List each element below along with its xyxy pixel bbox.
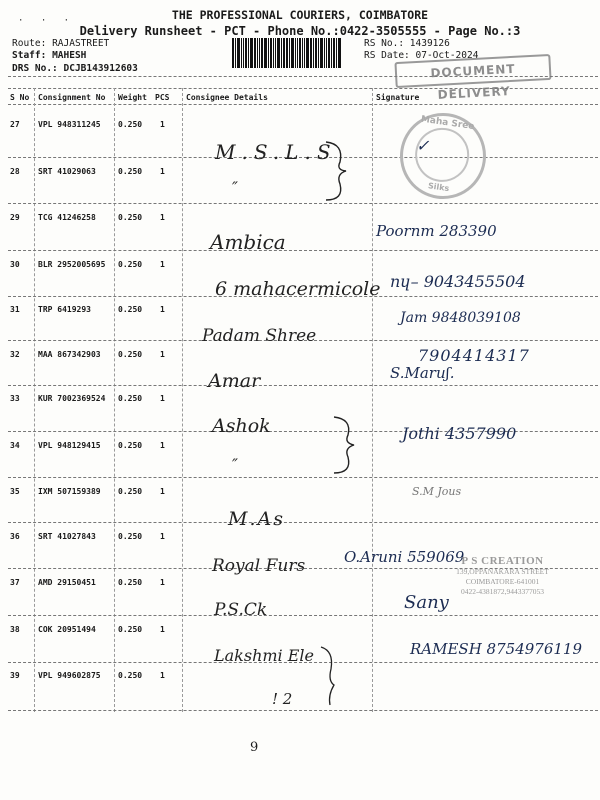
staff-value: MAHESH [52, 50, 87, 61]
barcode-bar [257, 38, 258, 68]
cell-consignment: SRT 41027843 [38, 532, 96, 541]
cell-consignment: MAA 867342903 [38, 350, 101, 359]
cell-sno: 31 [10, 305, 20, 314]
handwritten-signature: Sany [404, 592, 449, 613]
cell-sno: 29 [10, 213, 20, 222]
handwritten-signature: Poornm 283390 [376, 222, 497, 240]
cell-pcs: 1 [160, 441, 165, 450]
barcode-bar [331, 38, 332, 68]
handwritten-signature: RAMESH 8754976119 [410, 640, 582, 658]
cell-consignment: KUR 7002369524 [38, 394, 106, 403]
cell-sno: 38 [10, 625, 20, 634]
cell-weight: 0.250 [118, 532, 143, 541]
cell-weight: 0.250 [118, 671, 143, 680]
cell-consignment: TRP 6419293 [38, 305, 91, 314]
ps-creation-stamp [440, 555, 565, 597]
cell-sno: 35 [10, 487, 20, 496]
handwritten-mark: ! 2 [272, 690, 293, 708]
col-header-sno: S No [10, 93, 30, 102]
cell-weight: 0.250 [118, 167, 143, 176]
barcode-bar [281, 38, 282, 68]
cell-pcs: 1 [160, 260, 165, 269]
cell-pcs: 1 [160, 394, 165, 403]
cell-sno: 39 [10, 671, 20, 680]
cell-pcs: 1 [160, 487, 165, 496]
cell-weight: 0.250 [118, 120, 143, 129]
brace-mark [318, 645, 338, 707]
barcode-bar [320, 38, 323, 68]
barcode-bar [324, 38, 325, 68]
cell-consignment: VPL 948311245 [38, 120, 101, 129]
barcode-bar [310, 38, 312, 68]
stamp-top-text: Maha Sree [420, 114, 475, 133]
cell-sno: 37 [10, 578, 20, 587]
drs-label: DRS No.: [12, 63, 58, 74]
stamp-bottom-text: Silks [427, 181, 450, 194]
staff-line [12, 50, 86, 61]
barcode-bar [250, 38, 253, 68]
route-value: RAJASTREET [52, 38, 110, 49]
barcode-bar [248, 38, 249, 68]
barcode-bar [264, 38, 267, 68]
barcode-bar [286, 38, 288, 68]
cell-sno: 30 [10, 260, 20, 269]
cell-consignment: TCG 41246258 [38, 213, 96, 222]
cell-weight: 0.250 [118, 578, 143, 587]
row-rule [8, 522, 598, 523]
cell-weight: 0.250 [118, 394, 143, 403]
barcode-bar [313, 38, 314, 68]
col-header-consignee: Consignee Details [186, 93, 268, 102]
rs-no-value: 1439126 [409, 38, 450, 49]
barcode-bar [261, 38, 263, 68]
corner-dots: · · · [18, 16, 76, 26]
barcode-bar [275, 38, 276, 68]
handwritten-consignee: Ambica [210, 230, 286, 254]
barcode-bar [243, 38, 244, 68]
cell-sno: 33 [10, 394, 20, 403]
cell-sno: 28 [10, 167, 20, 176]
barcode-bar [259, 38, 260, 68]
handwritten-ditto: ″ [232, 178, 238, 197]
stamp-company-name: P S CREATION [461, 555, 544, 567]
barcode-bar [283, 38, 285, 68]
handwritten-signature: S.M Jous [412, 485, 462, 498]
row-rule [8, 203, 598, 204]
barcode-bar [318, 38, 319, 68]
page-number: 9 [250, 740, 259, 755]
barcode-bar [336, 38, 337, 68]
header-top-rule [8, 76, 598, 77]
barcode-bar [289, 38, 290, 68]
handwritten-signature: S.Maruʃ. [390, 364, 455, 382]
brace-mark [330, 415, 358, 475]
handwritten-consignee: P.S.Ck [214, 600, 268, 620]
document-delivery-stamp: DOCUMENT DELIVERY [394, 54, 551, 88]
rs-no-label: RS No.: [364, 38, 405, 49]
barcode-bar [326, 38, 327, 68]
barcode-bar [299, 38, 301, 68]
barcode-bar [235, 38, 236, 68]
barcode-bar [297, 38, 298, 68]
cell-pcs: 1 [160, 625, 165, 634]
handwritten-consignee: Amar [208, 370, 261, 392]
header-rule-2 [8, 88, 598, 89]
rs-no-line [364, 38, 450, 49]
handwritten-consignee: Lakshmi Ele [214, 646, 315, 665]
col-header-consignment: Consignment No [38, 93, 106, 102]
cell-consignment: BLR 2952005695 [38, 260, 106, 269]
col-header-signature: Signature [376, 93, 420, 102]
rs-date-value: 07-Oct-2024 [415, 50, 479, 61]
handwritten-signature: nɥ– 9043455504 [390, 272, 526, 291]
cell-consignment: VPL 949602875 [38, 671, 101, 680]
table-row [8, 203, 598, 244]
handwritten-consignee: M.S.L.S [215, 140, 337, 164]
barcode-bar [232, 38, 234, 68]
barcode-bar [270, 38, 272, 68]
barcode-bar [306, 38, 309, 68]
table-bottom-rule [8, 710, 598, 711]
col-header-weight: Weight [118, 93, 147, 102]
cell-pcs: 1 [160, 305, 165, 314]
runsheet-subtitle: Delivery Runsheet - PCT - Phone No.:0422-3505555 - Page No.:3 [79, 24, 521, 38]
barcode-bar [254, 38, 256, 68]
barcode-bar [245, 38, 247, 68]
company-title: THE PROFESSIONAL COURIERS, COIMBATORE [171, 8, 429, 22]
cell-pcs: 1 [160, 532, 165, 541]
table-row [8, 477, 598, 518]
stamp-address-line: COIMBATORE-641001 [465, 577, 540, 586]
row-rule [8, 615, 598, 616]
cell-weight: 0.250 [118, 305, 143, 314]
cell-weight: 0.250 [118, 441, 143, 450]
col-header-pcs: PCS [155, 93, 170, 102]
route-label: Route: [12, 38, 47, 49]
cell-weight: 0.250 [118, 487, 143, 496]
barcode [232, 38, 356, 68]
cell-pcs: 1 [160, 213, 165, 222]
cell-consignment: COK 20951494 [38, 625, 96, 634]
cell-weight: 0.250 [118, 350, 143, 359]
handwritten-signature: O.Aruni 559069 [344, 548, 465, 566]
cell-sno: 32 [10, 350, 20, 359]
handwritten-signature: Jothi 4357990 [402, 424, 517, 443]
brace-mark [322, 140, 350, 202]
table-row [8, 662, 598, 703]
cell-consignment: SRT 41029063 [38, 167, 96, 176]
cell-pcs: 1 [160, 671, 165, 680]
drs-line [12, 63, 138, 74]
barcode-bar [302, 38, 303, 68]
staff-label: Staff: [12, 50, 47, 61]
barcode-bar [304, 38, 305, 68]
barcode-bar [241, 38, 242, 68]
barcode-bar [237, 38, 240, 68]
cell-weight: 0.250 [118, 213, 143, 222]
cell-pcs: 1 [160, 120, 165, 129]
handwritten-ditto: ″ [232, 455, 238, 474]
cell-weight: 0.250 [118, 625, 143, 634]
row-rule [8, 250, 598, 251]
route-line [12, 38, 109, 49]
cell-pcs: 1 [160, 350, 165, 359]
barcode-bar [333, 38, 335, 68]
handwritten-consignee: Padam Shree [202, 326, 317, 346]
handwritten-consignee: Royal Furs [212, 556, 306, 576]
cell-weight: 0.250 [118, 260, 143, 269]
table-row [8, 385, 598, 426]
barcode-bar [291, 38, 294, 68]
cell-sno: 34 [10, 441, 20, 450]
handwritten-signature: ✓ [416, 136, 430, 155]
drs-value: DCJB143912603 [63, 63, 138, 74]
cell-pcs: 1 [160, 578, 165, 587]
stamp-address-line: 139,OPPANAKARA STREET [456, 567, 549, 576]
handwritten-signature: Jam 9848039108 [400, 310, 521, 326]
cell-pcs: 1 [160, 167, 165, 176]
rs-date-label: RS Date: [364, 50, 410, 61]
handwritten-consignee: M.As [228, 508, 285, 530]
cell-consignment: AMD 29150451 [38, 578, 96, 587]
barcode-bar [295, 38, 296, 68]
handwritten-phone: 7904414317 [418, 346, 530, 365]
cell-consignment: IXM 507159389 [38, 487, 101, 496]
row-rule [8, 385, 598, 386]
barcode-bar [328, 38, 330, 68]
handwritten-consignee: Ashok [212, 415, 271, 437]
barcode-bar [268, 38, 269, 68]
cell-consignment: VPL 948129415 [38, 441, 101, 450]
cell-sno: 36 [10, 532, 20, 541]
barcode-bar [315, 38, 317, 68]
barcode-bar [338, 38, 341, 68]
cell-sno: 27 [10, 120, 20, 129]
handwritten-consignee: 6 mahacermicole [215, 278, 381, 300]
header-bottom-rule [8, 104, 598, 105]
row-rule [8, 477, 598, 478]
barcode-bar [273, 38, 274, 68]
stamp-phone-line: 0422-4381872,9443377053 [460, 587, 545, 596]
barcode-bar [277, 38, 280, 68]
